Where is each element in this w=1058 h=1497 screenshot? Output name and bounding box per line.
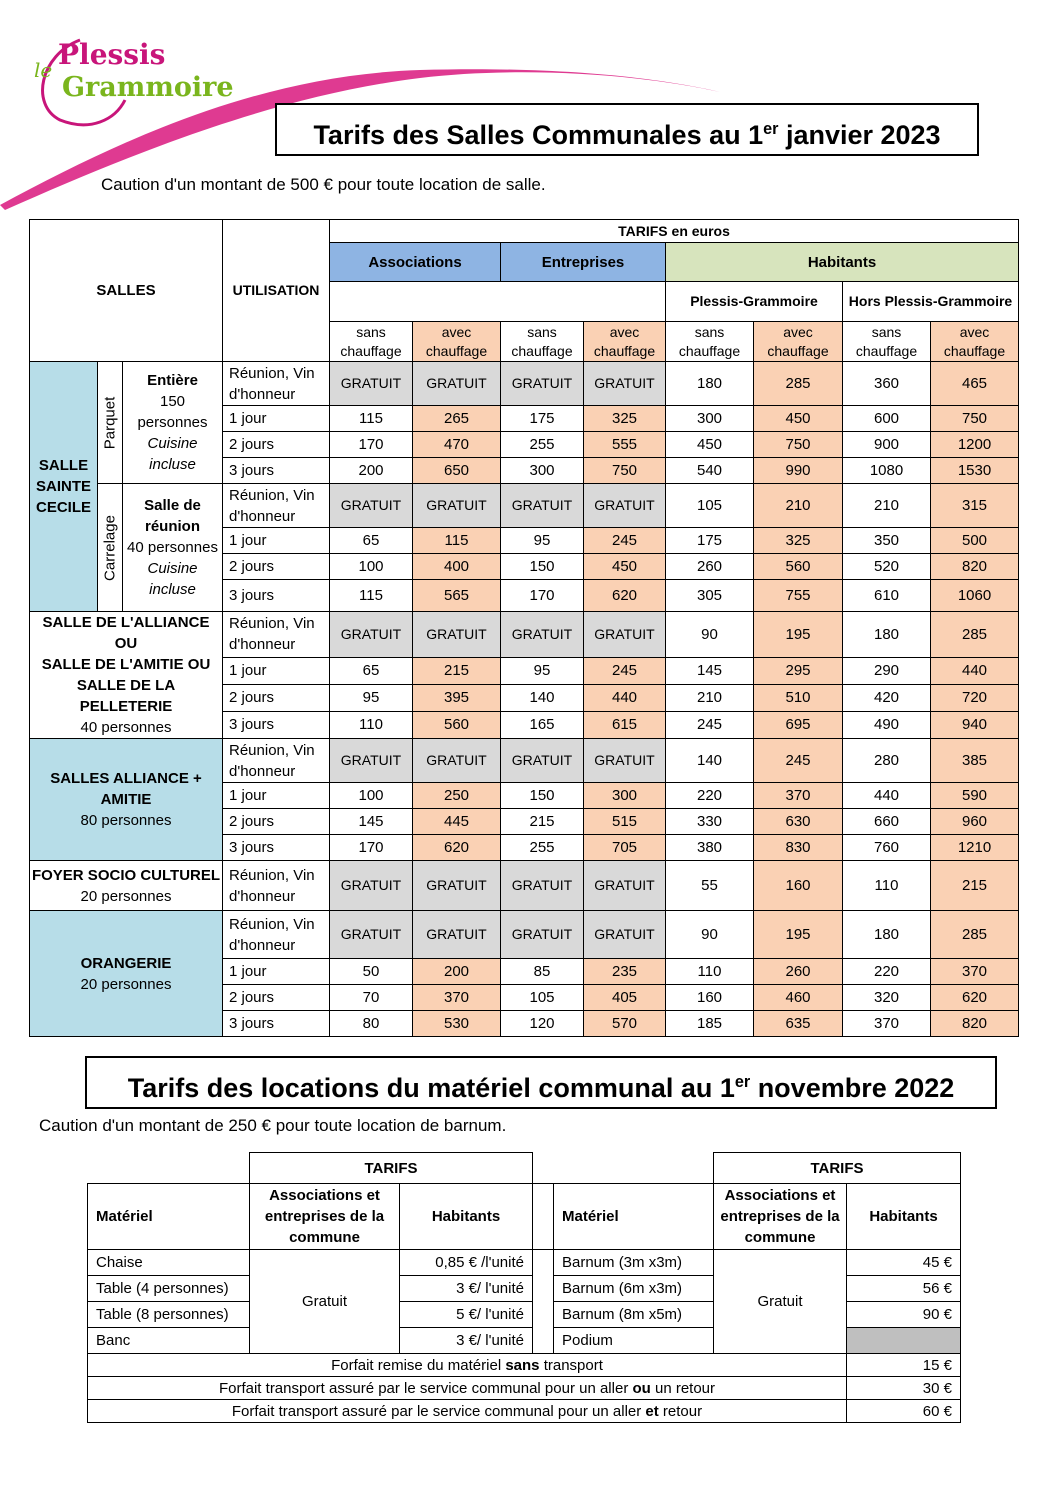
price-cell: 95 [501, 657, 584, 684]
price-cell: 215 [931, 861, 1019, 911]
price-cell: 170 [501, 580, 584, 612]
price-cell: 830 [754, 835, 843, 861]
price-cell: 145 [330, 809, 413, 835]
price-cell: 620 [931, 985, 1019, 1011]
price-cell: 95 [330, 684, 413, 711]
price-cell: GRATUIT [330, 861, 413, 911]
utilisation-cell: 1 jour [223, 406, 330, 432]
materiel-tariff-table [87, 1152, 961, 1423]
item-name: Barnum (8m x5m) [554, 1302, 714, 1328]
price-cell: 210 [843, 484, 931, 528]
price-cell: GRATUIT [501, 861, 584, 911]
price-cell: 620 [584, 580, 666, 612]
avec-chauffage-header: avec chauffage [413, 322, 501, 362]
room-label-line: Cuisine incluse [147, 435, 198, 473]
room-label-line: FOYER SOCIO CULTUREL [31, 866, 221, 884]
price-cell: 460 [754, 985, 843, 1011]
sans-chauffage-header: sans chauffage [501, 322, 584, 362]
rooms-caution: Caution d'un montant de 500 € pour toute location de salle. [101, 175, 546, 194]
price-cell: 285 [754, 362, 843, 406]
price-cell: 120 [501, 1011, 584, 1037]
room-label-line: 80 personnes [80, 812, 172, 829]
price-cell: 305 [666, 580, 754, 612]
salle-sainte-cecile-label: SALLE SAINTE CECILE [30, 362, 98, 612]
price-cell: GRATUIT [330, 362, 413, 406]
price-cell: 565 [413, 580, 501, 612]
price-cell: 620 [413, 835, 501, 861]
price-cell: 300 [666, 406, 754, 432]
price-cell: 115 [413, 528, 501, 554]
price-cell: 450 [754, 406, 843, 432]
price-cell: 320 [843, 985, 931, 1011]
sans-chauffage-header: sans chauffage [330, 322, 413, 362]
price-cell: 705 [584, 835, 666, 861]
price-cell: 325 [584, 406, 666, 432]
room-label-line: Entière [147, 372, 198, 389]
price-cell: 180 [843, 911, 931, 959]
price-cell: GRATUIT [584, 484, 666, 528]
price-cell: 165 [501, 711, 584, 738]
item-name: Table (4 personnes) [88, 1276, 250, 1302]
price-cell: 175 [666, 528, 754, 554]
room-label-line: SALLE DE LA PELLETERIE [76, 677, 176, 715]
price-cell: 330 [666, 809, 754, 835]
price-cell: 105 [501, 985, 584, 1011]
price-cell: 1530 [931, 458, 1019, 484]
item-price: 0,85 € /l'unité [400, 1250, 533, 1276]
price-cell: 1210 [931, 835, 1019, 861]
price-cell: 160 [666, 985, 754, 1011]
price-cell: GRATUIT [330, 612, 413, 658]
price-cell: 100 [330, 783, 413, 809]
price-cell: 695 [754, 711, 843, 738]
price-cell: GRATUIT [584, 861, 666, 911]
price-cell: 450 [666, 432, 754, 458]
room-label [30, 861, 223, 911]
utilisation-cell: 3 jours [223, 1011, 330, 1037]
room-label [123, 484, 223, 612]
room-label-line: ORANGERIE [80, 954, 172, 972]
utilisation-cell: 2 jours [223, 432, 330, 458]
price-cell: 210 [666, 684, 754, 711]
price-cell: 145 [666, 657, 754, 684]
utilisation-cell: 1 jour [223, 528, 330, 554]
utilisation-cell: Réunion, Vin d'honneur [223, 362, 330, 406]
price-cell: GRATUIT [330, 484, 413, 528]
price-cell: 95 [501, 528, 584, 554]
materiel-title: Tarifs des locations du matériel communal au 1er novembre 2022 [85, 1056, 997, 1109]
price-cell: 500 [931, 528, 1019, 554]
price-cell: GRATUIT [330, 739, 413, 783]
price-cell: 185 [666, 1011, 754, 1037]
price-cell: 635 [754, 1011, 843, 1037]
price-cell: GRATUIT [584, 911, 666, 959]
price-cell: 400 [413, 554, 501, 580]
price-cell: 215 [501, 809, 584, 835]
price-cell: 960 [931, 809, 1019, 835]
room-label-line: SALLE DE L'AMITIE OU [41, 656, 211, 673]
item-name: Chaise [88, 1250, 250, 1276]
price-cell: 360 [843, 362, 931, 406]
forfait-label: Forfait transport assuré par le service communal pour un aller ou un retour [88, 1377, 847, 1400]
price-cell: 380 [666, 835, 754, 861]
price-cell: 540 [666, 458, 754, 484]
price-cell: 490 [843, 711, 931, 738]
price-cell: 90 [666, 612, 754, 658]
item-price [847, 1328, 961, 1354]
price-cell: 560 [413, 711, 501, 738]
price-cell: 465 [931, 362, 1019, 406]
materiel-left-header: Matériel [88, 1184, 250, 1250]
price-cell: 590 [931, 783, 1019, 809]
room-label [123, 362, 223, 484]
price-cell: 250 [413, 783, 501, 809]
price-cell: 630 [754, 809, 843, 835]
price-cell: 315 [931, 484, 1019, 528]
price-cell: 440 [931, 657, 1019, 684]
price-cell: 755 [754, 580, 843, 612]
room-label [30, 911, 223, 1037]
item-price: 45 € [847, 1250, 961, 1276]
room-label-line: 20 personnes [80, 975, 172, 993]
price-cell: 610 [843, 580, 931, 612]
price-cell: 50 [330, 959, 413, 985]
price-cell: 210 [754, 484, 843, 528]
item-price: 90 € [847, 1302, 961, 1328]
forfait-label: Forfait transport assuré par le service communal pour un aller et retour [88, 1400, 847, 1423]
room-label [30, 739, 223, 861]
logo-line2: Grammoire [62, 72, 234, 103]
materiel-right-header: Matériel [554, 1184, 714, 1250]
utilisation-cell: 3 jours [223, 458, 330, 484]
price-cell: 200 [330, 458, 413, 484]
habitants-header: Habitants [666, 243, 1019, 282]
price-cell: 370 [413, 985, 501, 1011]
price-cell: GRATUIT [413, 861, 501, 911]
price-cell: 255 [501, 835, 584, 861]
entreprises-header: Entreprises [501, 243, 666, 282]
price-cell: 1080 [843, 458, 931, 484]
sans-chauffage-header: sans chauffage [666, 322, 754, 362]
price-cell: 940 [931, 711, 1019, 738]
price-cell: GRATUIT [584, 612, 666, 658]
parquet-text: Parquet [101, 396, 119, 449]
utilisation-cell: Réunion, Vin d'honneur [223, 484, 330, 528]
price-cell: 260 [754, 959, 843, 985]
price-cell: 255 [501, 432, 584, 458]
price-cell: GRATUIT [413, 612, 501, 658]
price-cell: 300 [584, 783, 666, 809]
utilisation-cell: 3 jours [223, 711, 330, 738]
price-cell: 160 [754, 861, 843, 911]
utilisation-cell: Réunion, Vin d'honneur [223, 911, 330, 959]
rooms-tariff-table [29, 219, 1019, 1037]
price-cell: 370 [931, 959, 1019, 985]
price-cell: 65 [330, 657, 413, 684]
price-cell: 285 [931, 911, 1019, 959]
price-cell: 280 [843, 739, 931, 783]
price-cell: 820 [931, 1011, 1019, 1037]
price-cell: 115 [330, 580, 413, 612]
carrelage-label [98, 484, 123, 612]
price-cell: 990 [754, 458, 843, 484]
price-cell: 115 [330, 406, 413, 432]
price-cell: 600 [843, 406, 931, 432]
price-cell: 820 [931, 554, 1019, 580]
forfait-price: 60 € [847, 1400, 961, 1423]
item-price: 5 €/ l'unité [400, 1302, 533, 1328]
item-name: Banc [88, 1328, 250, 1354]
price-cell: 140 [666, 739, 754, 783]
price-cell: 370 [754, 783, 843, 809]
price-cell: 405 [584, 985, 666, 1011]
price-cell: 215 [413, 657, 501, 684]
forfait-price: 30 € [847, 1377, 961, 1400]
price-cell: 385 [931, 739, 1019, 783]
room-label [30, 612, 223, 739]
avec-chauffage-header: avec chauffage [584, 322, 666, 362]
price-cell: 170 [330, 835, 413, 861]
utilisation-cell: 1 jour [223, 657, 330, 684]
price-cell: 55 [666, 861, 754, 911]
tarifs-right-header: TARIFS [714, 1153, 961, 1184]
price-cell: 110 [330, 711, 413, 738]
price-cell: 245 [584, 657, 666, 684]
habitants-left-header: Habitants [400, 1184, 533, 1250]
utilisation-cell: 1 jour [223, 783, 330, 809]
price-cell: 650 [413, 458, 501, 484]
associations-header: Associations [330, 243, 501, 282]
price-cell: 445 [413, 809, 501, 835]
price-cell: 325 [754, 528, 843, 554]
price-cell: 150 [501, 783, 584, 809]
forfait-price: 15 € [847, 1354, 961, 1377]
utilisation-cell: 2 jours [223, 684, 330, 711]
price-cell: 235 [584, 959, 666, 985]
avec-chauffage-header: avec chauffage [754, 322, 843, 362]
item-name: Table (8 personnes) [88, 1302, 250, 1328]
price-cell: 150 [501, 554, 584, 580]
item-name: Barnum (3m x3m) [554, 1250, 714, 1276]
rooms-title: Tarifs des Salles Communales au 1er janvier 2023 [275, 103, 979, 156]
utilisation-cell: Réunion, Vin d'honneur [223, 612, 330, 658]
price-cell: 450 [584, 554, 666, 580]
utilisation-cell: Réunion, Vin d'honneur [223, 739, 330, 783]
room-label-line: SALLES ALLIANCE + AMITIE [50, 770, 202, 808]
hors-header: Hors Plessis-Grammoire [843, 282, 1019, 322]
price-cell: 285 [931, 612, 1019, 658]
avec-chauffage-header: avec chauffage [931, 322, 1019, 362]
price-cell: 65 [330, 528, 413, 554]
utilisation-cell: 1 jour [223, 959, 330, 985]
room-label-line: 20 personnes [80, 887, 172, 905]
price-cell: 530 [413, 1011, 501, 1037]
plessis-header: Plessis-Grammoire [666, 282, 843, 322]
price-cell: 750 [754, 432, 843, 458]
price-cell: 440 [843, 783, 931, 809]
room-label-line: OU [114, 635, 138, 652]
utilisation-header: UTILISATION [223, 220, 330, 362]
materiel-caution: Caution d'un montant de 250 € pour toute location de barnum. [39, 1116, 507, 1135]
price-cell: 760 [843, 835, 931, 861]
price-cell: 520 [843, 554, 931, 580]
price-cell: 100 [330, 554, 413, 580]
price-cell: 245 [754, 739, 843, 783]
price-cell: 660 [843, 809, 931, 835]
price-cell: 195 [754, 911, 843, 959]
price-cell: 110 [843, 861, 931, 911]
item-price: 56 € [847, 1276, 961, 1302]
room-label-line: 150 personnes [137, 393, 208, 431]
price-cell: 515 [584, 809, 666, 835]
price-cell: 245 [666, 711, 754, 738]
price-cell: 750 [931, 406, 1019, 432]
item-name: Podium [554, 1328, 714, 1354]
price-cell: GRATUIT [413, 911, 501, 959]
price-cell: 570 [584, 1011, 666, 1037]
price-cell: 195 [754, 612, 843, 658]
utilisation-cell: 2 jours [223, 809, 330, 835]
price-cell: 750 [584, 458, 666, 484]
assoc-right-header: Associations et entreprises de la commune [714, 1184, 847, 1250]
price-cell: 510 [754, 684, 843, 711]
price-cell: 220 [666, 783, 754, 809]
price-cell: 220 [843, 959, 931, 985]
item-name: Barnum (6m x3m) [554, 1276, 714, 1302]
price-cell: 295 [754, 657, 843, 684]
price-cell: 470 [413, 432, 501, 458]
utilisation-cell: 2 jours [223, 985, 330, 1011]
price-cell: 720 [931, 684, 1019, 711]
price-cell: GRATUIT [330, 911, 413, 959]
logo-prefix: le [34, 58, 53, 82]
price-cell: GRATUIT [501, 484, 584, 528]
sans-chauffage-header: sans chauffage [843, 322, 931, 362]
price-cell: 555 [584, 432, 666, 458]
logo-line1: Plessis [58, 38, 166, 71]
assoc-left-header: Associations et entreprises de la commune [250, 1184, 400, 1250]
habitants-right-header: Habitants [847, 1184, 961, 1250]
utilisation-cell: 2 jours [223, 554, 330, 580]
tarifs-left-header: TARIFS [250, 1153, 533, 1184]
price-cell: 440 [584, 684, 666, 711]
price-cell: 370 [843, 1011, 931, 1037]
utilisation-cell: 3 jours [223, 835, 330, 861]
price-cell: 80 [330, 1011, 413, 1037]
gratuit-right: Gratuit [714, 1250, 847, 1354]
price-cell: GRATUIT [501, 739, 584, 783]
gratuit-left: Gratuit [250, 1250, 400, 1354]
utilisation-cell: Réunion, Vin d'honneur [223, 861, 330, 911]
price-cell: 70 [330, 985, 413, 1011]
price-cell: GRATUIT [501, 362, 584, 406]
price-cell: 1200 [931, 432, 1019, 458]
price-cell: GRATUIT [501, 911, 584, 959]
salles-header: SALLES [30, 220, 223, 362]
room-label-line: Salle de réunion [144, 497, 201, 535]
price-cell: 180 [666, 362, 754, 406]
price-cell: GRATUIT [501, 612, 584, 658]
room-label-line: Cuisine incluse [147, 560, 198, 598]
price-cell: 85 [501, 959, 584, 985]
price-cell: 350 [843, 528, 931, 554]
blank-header [330, 282, 666, 322]
item-price: 3 €/ l'unité [400, 1276, 533, 1302]
price-cell: 1060 [931, 580, 1019, 612]
room-label-line: SALLE DE L'ALLIANCE [42, 614, 210, 631]
parquet-label [98, 362, 123, 484]
room-label-line: 40 personnes [127, 539, 218, 556]
item-price: 3 €/ l'unité [400, 1328, 533, 1354]
utilisation-cell: 3 jours [223, 580, 330, 612]
price-cell: 420 [843, 684, 931, 711]
price-cell: 560 [754, 554, 843, 580]
price-cell: 170 [330, 432, 413, 458]
price-cell: 395 [413, 684, 501, 711]
tarifs-header: TARIFS en euros [330, 220, 1019, 243]
price-cell: 140 [501, 684, 584, 711]
price-cell: 175 [501, 406, 584, 432]
price-cell: 260 [666, 554, 754, 580]
price-cell: 245 [584, 528, 666, 554]
price-cell: GRATUIT [413, 739, 501, 783]
price-cell: 110 [666, 959, 754, 985]
price-cell: 900 [843, 432, 931, 458]
price-cell: 300 [501, 458, 584, 484]
price-cell: 290 [843, 657, 931, 684]
price-cell: 200 [413, 959, 501, 985]
price-cell: GRATUIT [413, 362, 501, 406]
price-cell: 105 [666, 484, 754, 528]
price-cell: 180 [843, 612, 931, 658]
forfait-label: Forfait remise du matériel sans transport [88, 1354, 847, 1377]
price-cell: GRATUIT [584, 739, 666, 783]
price-cell: 615 [584, 711, 666, 738]
price-cell: GRATUIT [413, 484, 501, 528]
price-cell: GRATUIT [584, 362, 666, 406]
carrelage-text: Carrelage [101, 514, 119, 581]
price-cell: 265 [413, 406, 501, 432]
price-cell: 90 [666, 911, 754, 959]
room-label-line: 40 personnes [80, 719, 172, 736]
